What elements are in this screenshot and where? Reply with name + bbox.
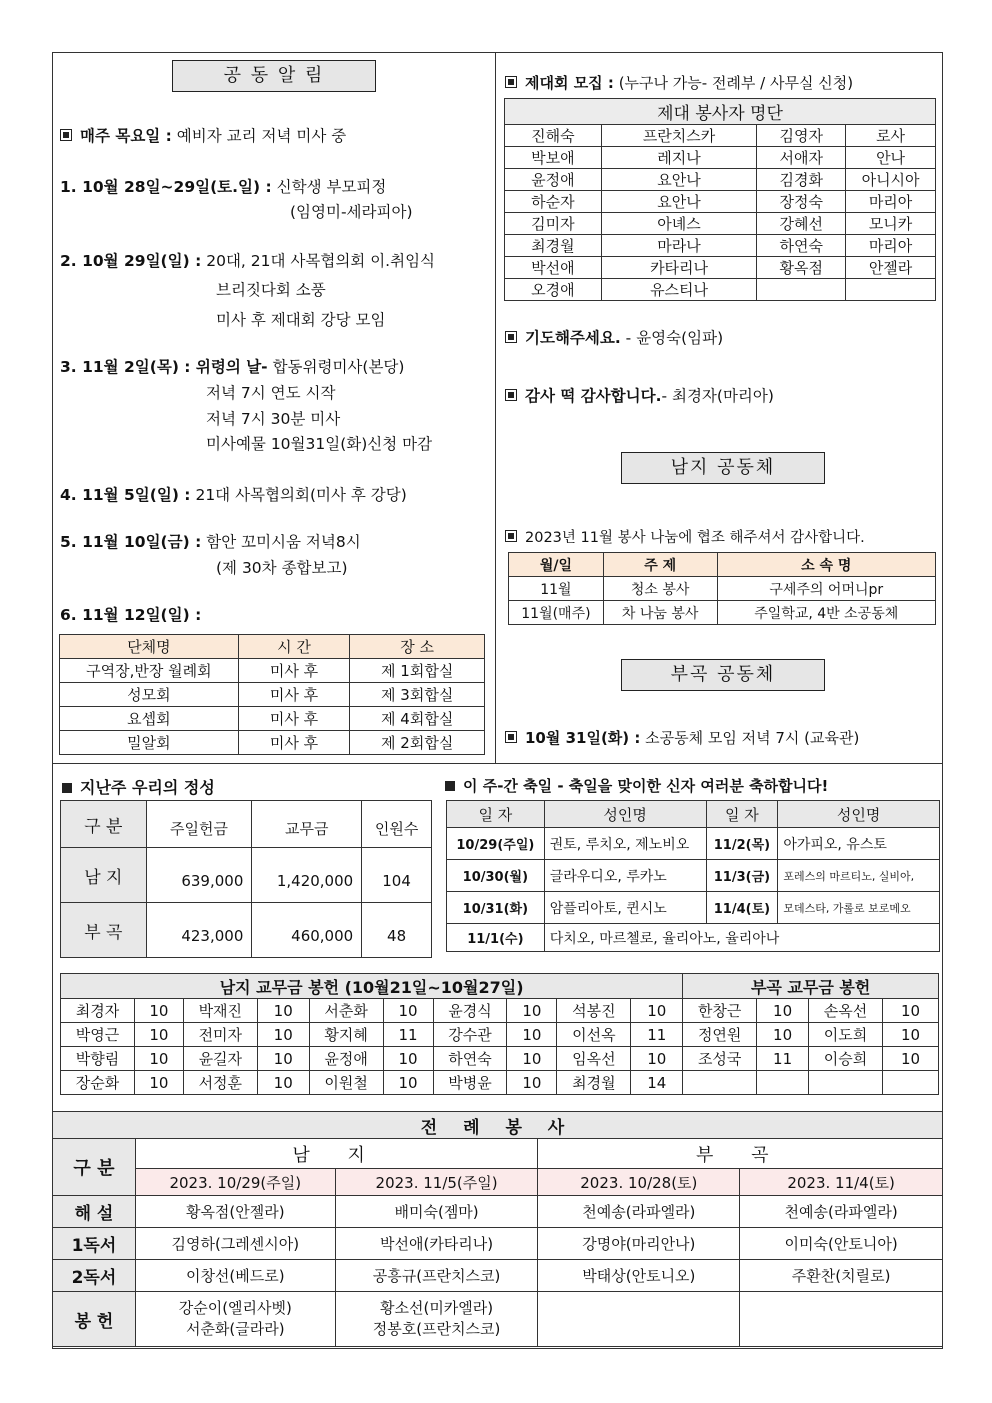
notice-item-3: 3. 11월 2일(목) : 위령의 날- 합동위령미사(본당) (60, 358, 405, 376)
table-cell: 진해숙 (505, 125, 602, 147)
column-header: 월/일 (509, 553, 604, 577)
row-label: 2독서 (53, 1260, 136, 1292)
table-cell: 미사 후 (238, 659, 350, 683)
table-cell: 강명야(마리안나) (538, 1228, 740, 1260)
table-cell: 구세주의 어머니pr (717, 577, 935, 601)
table-cell: 김미자 (505, 213, 602, 235)
table-cell (740, 1292, 943, 1347)
table-cell: 11월(매주) (509, 601, 604, 625)
table-cell: 아녜스 (601, 213, 757, 235)
table-row (61, 999, 939, 1023)
table-cell: 프란치스카 (601, 125, 757, 147)
table-cell: 배미숙(젬마) (335, 1196, 538, 1228)
table-cell: 황지혜 (309, 1023, 383, 1047)
table-cell: 10 (882, 1023, 938, 1047)
table-cell: 박병윤 (433, 1071, 507, 1095)
feast-date: 10/30(월) (447, 860, 545, 892)
column-header: 장 소 (350, 635, 485, 659)
table-row (505, 169, 936, 191)
column-header: 주 제 (603, 553, 717, 577)
table-cell: 성모회 (60, 683, 239, 707)
table-cell: 제 2회합실 (350, 731, 485, 755)
liturgy-title: 전 례 봉 사 (53, 1112, 943, 1139)
service-table (508, 552, 936, 625)
table-cell: 11월 (509, 577, 604, 601)
column-header: 성인명 (778, 801, 940, 828)
table-cell: 미사 후 (238, 683, 350, 707)
offering-table (60, 800, 432, 958)
table-cell: 10 (134, 1023, 183, 1047)
table-row (509, 577, 936, 601)
table-row (505, 147, 936, 169)
column-header: 교무금 (252, 801, 362, 848)
table-cell: 14 (631, 1071, 683, 1095)
table-cell: 48 (362, 903, 432, 958)
square-bullet-icon (505, 331, 517, 343)
table-row (61, 848, 432, 903)
table-cell: 차 나눔 봉사 (603, 601, 717, 625)
table-cell: 모니카 (846, 213, 936, 235)
table-cell: 공흥규(프란치스코) (335, 1260, 538, 1292)
table-cell: 10 (257, 1047, 309, 1071)
table-cell: 10 (507, 1023, 557, 1047)
table-cell: 10 (257, 999, 309, 1023)
table-cell: 10 (507, 1071, 557, 1095)
table-cell: 10 (757, 999, 809, 1023)
table-title-row (505, 99, 936, 125)
date-cell: 2023. 10/29(주일) (135, 1169, 335, 1196)
table-row (447, 860, 940, 892)
table-cell: 천예송(라파엘라) (538, 1196, 740, 1228)
table-cell: 김영하(그레센시아) (135, 1228, 335, 1260)
table-row (60, 683, 485, 707)
table-cell: 손옥선 (809, 999, 883, 1023)
notice-item-3-line: 저녁 7시 30분 미사 (206, 410, 341, 428)
table-cell: 윤경식 (433, 999, 507, 1023)
table-cell: 정연원 (683, 1023, 757, 1047)
table-cell: 최경월 (557, 1071, 631, 1095)
table-cell: 10 (757, 1023, 809, 1047)
table-cell: 460,000 (252, 903, 362, 958)
table-cell: 최경월 (505, 235, 602, 257)
table-cell: 윤정애 (505, 169, 602, 191)
notice-item-6: 6. 11월 12일(일) : (60, 606, 202, 624)
table-cell (757, 1071, 809, 1095)
feast-date: 11/2(목) (706, 828, 778, 860)
table-cell (757, 279, 846, 301)
feast-saints: 글라우디오, 루카노 (544, 860, 706, 892)
table-row (505, 213, 936, 235)
table-cell: 이창선(베드로) (135, 1260, 335, 1292)
table-header-row (509, 553, 936, 577)
feast-date: 10/31(화) (447, 892, 545, 924)
table-cell: 박영근 (61, 1023, 135, 1047)
table-cell: 박선애 (505, 257, 602, 279)
notice-item-2-line: 브리짓다회 소풍 (216, 281, 326, 299)
table-cell: 서애자 (757, 147, 846, 169)
table-cell: 10 (134, 999, 183, 1023)
notice-item-2: 2. 10월 29일(일) : 20대, 21대 사목협의회 이.취임식 (60, 252, 436, 270)
table-cell: 하연숙 (433, 1047, 507, 1071)
table-cell: 청소 봉사 (603, 577, 717, 601)
notice-item-3-line: 미사예물 10월31일(화)신청 마감 (206, 435, 433, 453)
table-cell: 주일학교, 4반 소공동체 (717, 601, 935, 625)
table-cell: 박선애(카타리나) (335, 1228, 538, 1260)
table-row (60, 731, 485, 755)
table-header-row (447, 801, 940, 828)
table-row (505, 235, 936, 257)
table-row (53, 1260, 943, 1292)
table-cell: 석봉진 (557, 999, 631, 1023)
table-cell: 10 (631, 999, 683, 1023)
feast-table (446, 800, 940, 952)
table-cell (135, 1292, 335, 1347)
column-divider (495, 52, 496, 764)
table-cell: 조성국 (683, 1047, 757, 1071)
notice-item-1-sub: (임영미-세라피아) (290, 203, 413, 221)
table-cell: 10 (257, 1023, 309, 1047)
feast-saints: 암플리아토, 퀸시노 (544, 892, 706, 924)
table-row (53, 1292, 943, 1347)
feast-title: 이 주-간 축일 - 축일을 맞이한 신자 여러분 축하합니다! (445, 775, 828, 796)
table-row (509, 601, 936, 625)
table-row (505, 125, 936, 147)
table-cell: 한창근 (683, 999, 757, 1023)
black-square-bullet-icon (445, 781, 455, 791)
table-row (61, 903, 432, 958)
table-cell (538, 1292, 740, 1347)
column-header: 주일헌금 (146, 801, 252, 848)
namji-community-title: 남지 공동체 (621, 452, 825, 484)
date-cell: 2023. 10/28(토) (538, 1169, 740, 1196)
notice-item-2-line: 미사 후 제대회 강당 모임 (216, 311, 386, 329)
table-cell: 안젤라 (846, 257, 936, 279)
table-cell: 장순화 (61, 1071, 135, 1095)
feast-saints: 다치오, 마르첼로, 율리아노, 율리아나 (544, 924, 939, 952)
table-cell: 제 3회합실 (350, 683, 485, 707)
table-cell: 10 (882, 1047, 938, 1071)
date-cell: 2023. 11/4(토) (740, 1169, 943, 1196)
table-cell: 아니시아 (846, 169, 936, 191)
offer-name: 강순이(엘리사벳) (178, 1299, 292, 1317)
table-cell: 구역장,반장 월례회 (60, 659, 239, 683)
table-cell: 1,420,000 (252, 848, 362, 903)
table-cell: 장정숙 (757, 191, 846, 213)
table-cell: 이선옥 (557, 1023, 631, 1047)
column-header: 일 자 (447, 801, 545, 828)
table-cell: 전미자 (183, 1023, 257, 1047)
table-header-row (53, 1139, 943, 1169)
table-cell: 최경자 (61, 999, 135, 1023)
table-cell: 윤정애 (309, 1047, 383, 1071)
weekly-notice: 매주 목요일 : 예비자 교리 저녁 미사 중 (60, 124, 346, 146)
table-header-row (61, 801, 432, 848)
feast-saints: 권토, 루치오, 제노비오 (544, 828, 706, 860)
table-cell (846, 279, 936, 301)
table-cell: 로사 (846, 125, 936, 147)
table-cell: 10 (134, 1071, 183, 1095)
table-cell: 11 (757, 1047, 809, 1071)
table-cell: 윤길자 (183, 1047, 257, 1071)
table-cell: 639,000 (146, 848, 252, 903)
column-header: 구 분 (61, 801, 147, 848)
feast-date: 11/3(금) (706, 860, 778, 892)
table-row (505, 257, 936, 279)
table-cell: 10 (882, 999, 938, 1023)
feast-saints: 포레스의 마르티노, 실비아, (778, 860, 940, 892)
table-cell: 강수관 (433, 1023, 507, 1047)
table-cell: 제 4회합실 (350, 707, 485, 731)
table-header-row (60, 635, 485, 659)
table-cell: 요셉회 (60, 707, 239, 731)
row-label: 부 곡 (61, 903, 147, 958)
table-title: 제대 봉사자 명단 (505, 99, 936, 125)
table-cell: 오경애 (505, 279, 602, 301)
notice-item-5-sub: (제 30차 종합보고) (216, 559, 348, 577)
table-row (447, 892, 940, 924)
table-cell: 제 1회합실 (350, 659, 485, 683)
table-cell: 10 (507, 1047, 557, 1071)
bugok-tithe-title: 부곡 교무금 봉헌 (683, 974, 939, 999)
table-row (60, 707, 485, 731)
table-cell: 주환찬(치릴로) (740, 1260, 943, 1292)
table-cell: 강혜선 (757, 213, 846, 235)
bugok-notice: 10월 31일(화) : 소공동체 모임 저녁 7시 (교육관) (505, 727, 859, 748)
namji-header: 남 지 (135, 1139, 538, 1169)
black-square-bullet-icon (62, 783, 72, 793)
table-cell (683, 1071, 757, 1095)
table-cell: 이미숙(안토니아) (740, 1228, 943, 1260)
table-cell: 황옥점 (757, 257, 846, 279)
table-cell: 미사 후 (238, 707, 350, 731)
feast-date: 11/4(토) (706, 892, 778, 924)
row-label: 남 지 (61, 848, 147, 903)
table-cell: 10 (631, 1047, 683, 1071)
column-header: 인원수 (362, 801, 432, 848)
feast-saints: 모데스타, 가롤로 보로메오 (778, 892, 940, 924)
table-row (53, 1196, 943, 1228)
table-cell: 요안나 (601, 191, 757, 213)
table-cell: 천예송(라파엘라) (740, 1196, 943, 1228)
bugok-header: 부 곡 (538, 1139, 943, 1169)
notice-item-1: 1. 10월 28일~29일(토.일) : 신학생 부모피정 (60, 178, 387, 196)
table-cell: 10 (383, 1071, 433, 1095)
row-label: 1독서 (53, 1228, 136, 1260)
table-cell: 10 (383, 1047, 433, 1071)
table-cell: 마리아 (846, 235, 936, 257)
table-cell: 104 (362, 848, 432, 903)
table-row (505, 279, 936, 301)
table-cell: 마라나 (601, 235, 757, 257)
table-cell: 김영자 (757, 125, 846, 147)
column-header: 성인명 (544, 801, 706, 828)
feast-saints: 아가피오, 유스토 (778, 828, 940, 860)
table-cell: 11 (383, 1023, 433, 1047)
altar-recruit: 제대회 모집 : (누구나 가능- 전례부 / 사무실 신청) (505, 72, 853, 93)
table-cell: 마리아 (846, 191, 936, 213)
namji-thanks-note: 2023년 11월 봉사 나눔에 협조 해주셔서 감사합니다. (505, 526, 865, 547)
row-label: 봉 헌 (53, 1292, 136, 1347)
square-bullet-icon (505, 389, 517, 401)
feast-date: 10/29(주일) (447, 828, 545, 860)
table-header-row (61, 974, 939, 999)
offer-name: 서춘화(글라라) (185, 1320, 285, 1338)
offering-title: 지난주 우리의 정성 (62, 775, 215, 798)
table-cell (809, 1071, 883, 1095)
column-header: 단체명 (60, 635, 239, 659)
meeting-table (59, 634, 485, 755)
table-cell: 레지나 (601, 147, 757, 169)
table-row (53, 1228, 943, 1260)
notice-item-5: 5. 11월 10일(금) : 함안 꼬미시움 저녁8시 (60, 533, 361, 551)
table-cell: 10 (257, 1071, 309, 1095)
table-cell: 요안나 (601, 169, 757, 191)
table-cell: 박향림 (61, 1047, 135, 1071)
row-label: 구 분 (53, 1139, 136, 1196)
column-header: 시 간 (238, 635, 350, 659)
altar-volunteer-table (504, 98, 936, 301)
table-cell: 10 (383, 999, 433, 1023)
table-cell: 423,000 (146, 903, 252, 958)
thanks-note: 감사 떡 감사합니다.- 최경자(마리아) (505, 384, 774, 406)
section-divider (52, 763, 943, 764)
table-cell: 하순자 (505, 191, 602, 213)
square-bullet-icon (505, 530, 517, 542)
namji-tithe-title: 남지 교무금 봉헌 (10월21일~10월27일) (61, 974, 683, 999)
liturgy-table (52, 1111, 943, 1347)
prayer-request: 기도해주세요. - 윤영숙(임파) (505, 326, 723, 348)
table-row (505, 191, 936, 213)
row-label: 해 설 (53, 1196, 136, 1228)
table-cell: 이도희 (809, 1023, 883, 1047)
table-title-row (53, 1112, 943, 1139)
table-cell: 박보애 (505, 147, 602, 169)
table-cell: 황옥점(안젤라) (135, 1196, 335, 1228)
table-cell: 서춘화 (309, 999, 383, 1023)
table-row (447, 828, 940, 860)
table-cell: 안나 (846, 147, 936, 169)
table-cell: 카타리나 (601, 257, 757, 279)
table-row (61, 1071, 939, 1095)
notice-item-3-line: 저녁 7시 연도 시작 (206, 384, 336, 402)
notice-item-4: 4. 11월 5일(일) : 21대 사목협의회(미사 후 강당) (60, 486, 407, 504)
table-cell (335, 1292, 538, 1347)
bugok-community-title: 부곡 공동체 (621, 659, 825, 691)
table-cell: 11 (631, 1023, 683, 1047)
table-cell: 미사 후 (238, 731, 350, 755)
notice-title: 공 동 알 림 (172, 60, 376, 92)
square-bullet-icon (505, 731, 517, 743)
table-cell: 유스티나 (601, 279, 757, 301)
table-cell: 임옥선 (557, 1047, 631, 1071)
table-cell: 10 (507, 999, 557, 1023)
table-cell: 이원철 (309, 1071, 383, 1095)
table-cell: 김경화 (757, 169, 846, 191)
table-row (61, 1047, 939, 1071)
table-row (60, 659, 485, 683)
table-cell (882, 1071, 938, 1095)
table-row (61, 1023, 939, 1047)
table-cell: 10 (134, 1047, 183, 1071)
date-row (53, 1169, 943, 1196)
date-cell: 2023. 11/5(주일) (335, 1169, 538, 1196)
offer-name: 황소선(미카엘라) (380, 1299, 494, 1317)
column-header: 일 자 (706, 801, 778, 828)
table-cell: 하연숙 (757, 235, 846, 257)
table-cell: 박재진 (183, 999, 257, 1023)
table-row (447, 924, 940, 952)
column-header: 소 속 명 (717, 553, 935, 577)
table-cell: 밀알회 (60, 731, 239, 755)
table-cell: 박태상(안토니오) (538, 1260, 740, 1292)
table-cell: 서정훈 (183, 1071, 257, 1095)
tithe-table (60, 973, 939, 1095)
square-bullet-icon (60, 129, 72, 141)
offer-name: 정봉호(프란치스코) (372, 1320, 501, 1338)
table-cell: 이승희 (809, 1047, 883, 1071)
feast-date: 11/1(수) (447, 924, 545, 952)
square-bullet-icon (505, 76, 517, 88)
